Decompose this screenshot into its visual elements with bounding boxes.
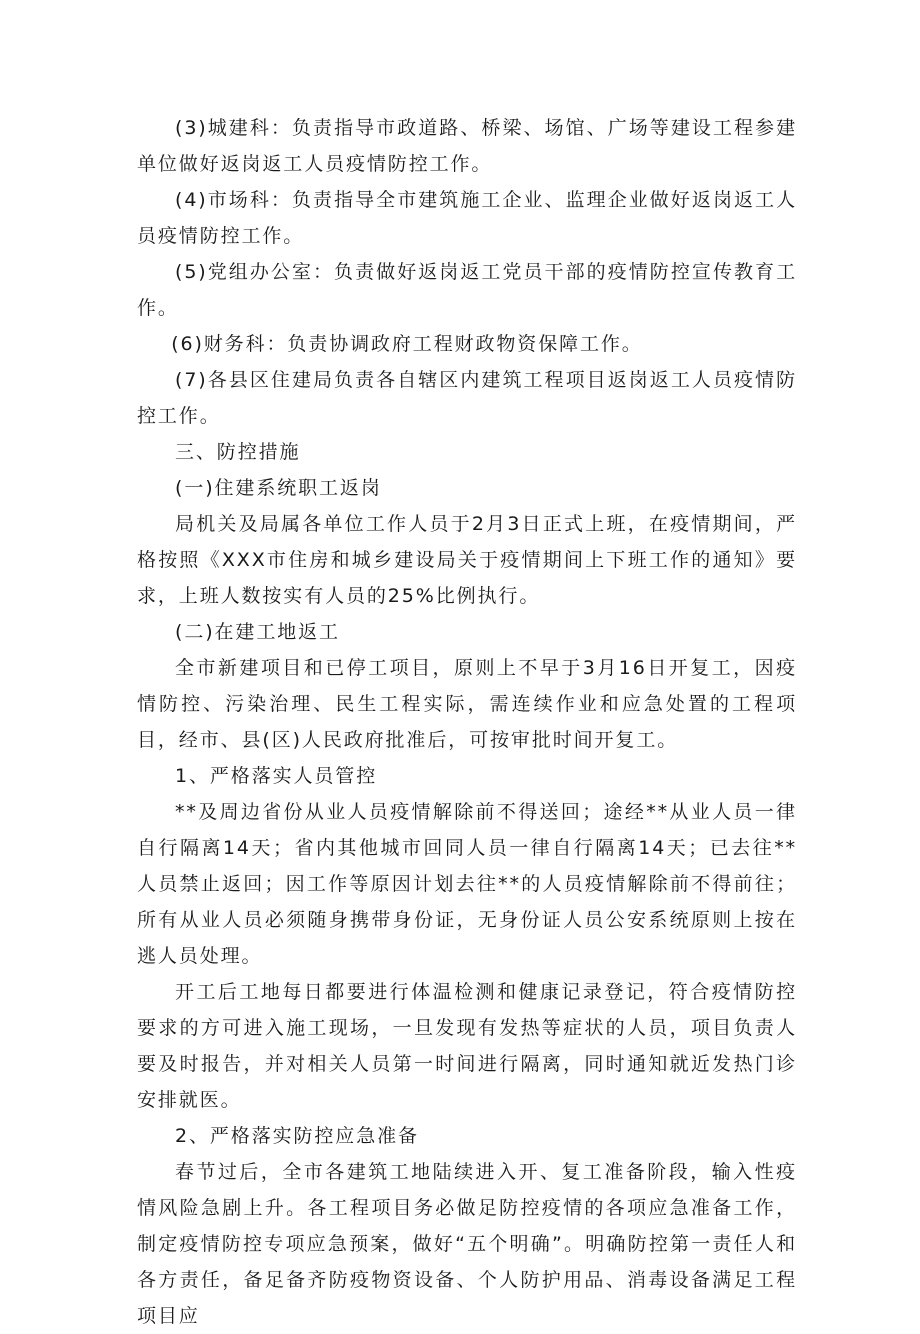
paragraph-party-office: (5)党组办公室：负责做好返岗返工党员干部的疫情防控宣传教育工作。	[137, 261, 797, 319]
paragraph-personnel-control: **及周边省份从业人员疫情解除前不得送回；途经**从业人员一律自行隔离14天；省内其他城市回同人员一律自行隔离14天；已去往**人员禁止返回；因工作等原因计划去往**的人员疫情解除前不得前往；所有从业人员必须随身携带身份证，无身份证人员公安系统原则上按在逃人员处理。	[137, 801, 797, 967]
subheading-emergency-preparation: 2、严格落实防控应急准备	[175, 1125, 419, 1147]
heading-prevention-measures: 三、防控措施	[175, 441, 301, 463]
subheading-site-return: (二)在建工地返工	[175, 621, 340, 643]
paragraph-emergency-preparation: 春节过后，全市各建筑工地陆续进入开、复工准备阶段，输入性疫情风险急剧上升。各工程项目务必做足防控疫情的各项应急准备工作，制定疫情防控专项应急预案，做好“五个明确”。明确防控第一责任人和各方责任，备足备齐防疫物资设备、个人防护用品、消毒设备满足工程项目应	[137, 1161, 797, 1327]
subheading-staff-return: (一)住建系统职工返岗	[175, 477, 382, 499]
paragraph-urban-construction-section: (3)城建科：负责指导市政道路、桥梁、场馆、广场等建设工程参建单位做好返岗返工人员疫情防控工作。	[137, 117, 797, 175]
paragraph-staff-return: 局机关及局属各单位工作人员于2月3日正式上班，在疫情期间，严格按照《XXX市住房和城乡建设局关于疫情期间上下班工作的通知》要求，上班人数按实有人员的25%比例执行。	[137, 513, 797, 607]
paragraph-site-return: 全市新建项目和已停工项目，原则上不早于3月16日开复工，因疫情防控、污染治理、民生工程实际，需连续作业和应急处置的工程项目，经市、县(区)人民政府批准后，可按审批时间开复工。	[137, 657, 797, 751]
subheading-personnel-control: 1、严格落实人员管控	[175, 765, 378, 787]
paragraph-finance-section: (6)财务科：负责协调政府工程财政物资保障工作。	[171, 333, 643, 355]
document-body	[137, 110, 797, 1334]
paragraph-market-section: (4)市场科：负责指导全市建筑施工企业、监理企业做好返岗返工人员疫情防控工作。	[137, 189, 797, 247]
paragraph-daily-checks: 开工后工地每日都要进行体温检测和健康记录登记，符合疫情防控要求的方可进入施工现场，一旦发现有发热等症状的人员，项目负责人要及时报告，并对相关人员第一时间进行隔离，同时通知就近发热门诊安排就医。	[137, 981, 797, 1111]
paragraph-county-bureaus: (7)各县区住建局负责各自辖区内建筑工程项目返岗返工人员疫情防控工作。	[137, 369, 797, 427]
